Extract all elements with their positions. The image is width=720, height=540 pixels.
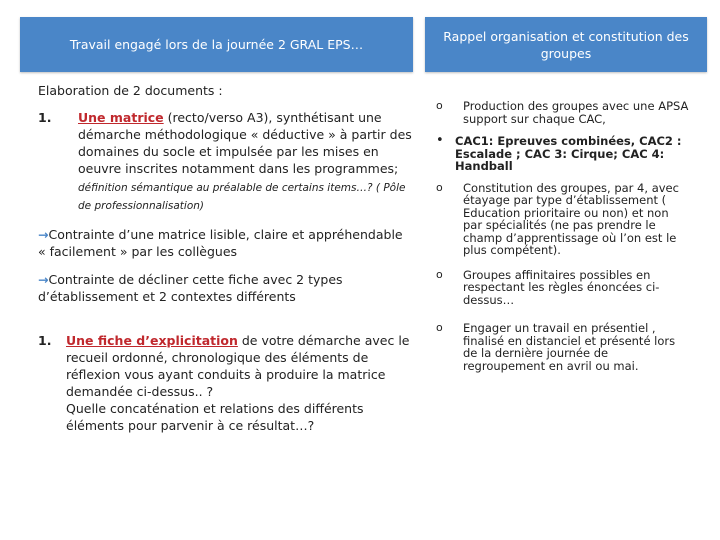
right-column bbox=[436, 100, 691, 372]
list-item bbox=[436, 182, 691, 257]
matrice-title: Une matrice bbox=[78, 110, 164, 125]
circle-bullet-icon: o bbox=[436, 321, 443, 334]
header-left-title: Travail engagé lors de la journée 2 GRAL EPS… bbox=[69, 37, 364, 52]
arrow-right-icon: → bbox=[38, 227, 49, 242]
list-item-text: Production des groupes avec une APSA support sur chaque CAC, bbox=[463, 99, 689, 126]
list-item bbox=[436, 269, 691, 307]
fiche-text-2: Quelle concaténation et relations des différents éléments pour parvenir à ce résultat…? bbox=[66, 401, 364, 433]
item-number: 1. bbox=[38, 333, 52, 348]
numbered-item-fiche bbox=[38, 332, 413, 434]
arrow-right-icon: → bbox=[38, 272, 49, 287]
matrice-note: définition sémantique au préalable de certains items…? ( Pôle de professionnalisation) bbox=[78, 182, 406, 212]
header-right-title: Rappel organisation et constitution des groupes bbox=[443, 28, 689, 61]
header-right-box bbox=[425, 17, 707, 72]
circle-bullet-icon: o bbox=[436, 267, 443, 281]
header-left-box bbox=[20, 17, 413, 72]
list-item-text: Groupes affinitaires possibles en respectant les règles énoncées ci-dessus… bbox=[463, 267, 660, 307]
list-item-text: Constitution des groupes, par 4, avec étayage par type d’établissement ( Education prioritaire ou non) et non par spécialités (ne pas prendre le champ d’apprentissage où l’on est le plus compétent). bbox=[463, 180, 679, 257]
list-item bbox=[436, 322, 691, 372]
circle-bullet-icon: o bbox=[436, 99, 443, 112]
constraint-2-text: Contrainte de décliner cette fiche avec 2 types d’établissement et 2 contextes différents bbox=[38, 272, 343, 304]
left-column bbox=[38, 82, 413, 434]
numbered-item-matrice bbox=[38, 109, 413, 214]
list-item bbox=[436, 100, 691, 125]
fiche-title: Une fiche d’explicitation bbox=[66, 333, 238, 348]
list-item-text: CAC1: Epreuves combinées, CAC2 : Escalade ; CAC 3: Cirque; CAC 4: Handball bbox=[455, 134, 682, 173]
constraint-1 bbox=[38, 226, 413, 260]
list-item-text: Engager un travail en présentiel , finalisé en distanciel et présenté lors de la dernière journée de regroupement en avril ou mai. bbox=[463, 321, 676, 373]
constraint-2 bbox=[38, 271, 413, 305]
dot-bullet-icon: • bbox=[436, 133, 444, 148]
list-item bbox=[436, 135, 691, 173]
item-number: 1. bbox=[38, 110, 52, 125]
constraint-1-text: Contrainte d’une matrice lisible, claire et appréhendable « facilement » par les collègues bbox=[38, 227, 403, 259]
matrice-text: (recto/verso A3), synthétisant une démarche méthodologique « déductive » à partir des domaines du socle et impulsée par les mises en oeuvre inscrites notamment dans les programmes; bbox=[78, 110, 412, 176]
intro-text: Elaboration de 2 documents : bbox=[38, 83, 223, 98]
circle-bullet-icon: o bbox=[436, 180, 443, 194]
fiche-text: de votre démarche avec le recueil ordonné, chronologique des éléments de réflexion vous ayant conduits à produire la matrice demandée ci-dessus.. ? bbox=[66, 333, 410, 399]
